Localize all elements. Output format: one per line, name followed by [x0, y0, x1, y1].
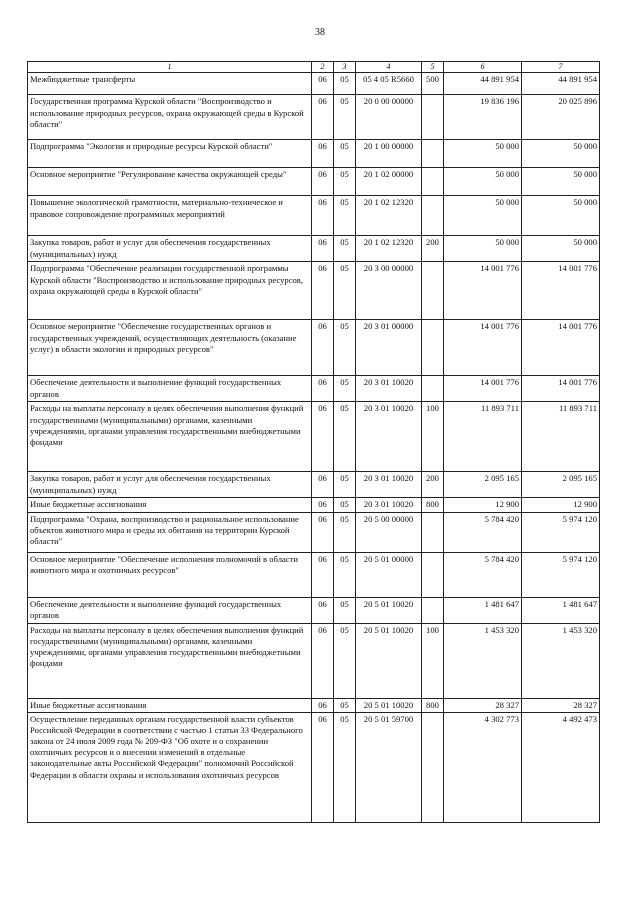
table-row	[28, 472, 600, 498]
row-amount-1: 5 784 420	[444, 512, 522, 552]
row-subsection-code: 05	[334, 402, 356, 472]
row-subsection-code: 05	[334, 498, 356, 512]
row-amount-1: 14 001 776	[444, 262, 522, 320]
row-section-code: 06	[312, 698, 334, 712]
row-amount-1: 11 893 711	[444, 402, 522, 472]
row-expense-type-code	[422, 262, 444, 320]
row-amount-2: 5 974 120	[522, 512, 600, 552]
row-target-code: 20 1 02 12320	[356, 196, 422, 236]
row-target-code: 20 5 01 10020	[356, 623, 422, 698]
row-amount-2: 4 492 473	[522, 712, 600, 822]
column-number: 7	[522, 62, 600, 73]
row-section-code: 06	[312, 376, 334, 402]
budget-table	[27, 61, 600, 823]
row-amount-2: 28 327	[522, 698, 600, 712]
row-amount-2: 14 001 776	[522, 262, 600, 320]
row-section-code: 06	[312, 196, 334, 236]
row-amount-1: 19 836 196	[444, 95, 522, 140]
row-target-code: 20 3 01 00000	[356, 320, 422, 376]
column-number: 2	[312, 62, 334, 73]
row-expense-type-code	[422, 512, 444, 552]
row-amount-2: 1 481 647	[522, 597, 600, 623]
table-row	[28, 498, 600, 512]
row-amount-1: 50 000	[444, 236, 522, 262]
row-expense-type-code	[422, 712, 444, 822]
row-expense-type-code: 800	[422, 698, 444, 712]
row-subsection-code: 05	[334, 95, 356, 140]
page-number: 38	[315, 27, 325, 38]
row-section-code: 06	[312, 168, 334, 196]
row-name: Основное мероприятие "Регулирование качества окружающей среды"	[28, 168, 312, 196]
row-expense-type-code	[422, 320, 444, 376]
row-target-code: 20 3 01 10020	[356, 376, 422, 402]
row-expense-type-code: 500	[422, 73, 444, 95]
row-expense-type-code	[422, 168, 444, 196]
row-name: Закупка товаров, работ и услуг для обеспечения государственных (муниципальных) нужд	[28, 236, 312, 262]
row-expense-type-code	[422, 196, 444, 236]
table-row	[28, 73, 600, 95]
row-name: Государственная программа Курской области "Воспроизводство и использование природных ресурсов, охрана окружающей среды в Курской области"	[28, 95, 312, 140]
row-amount-2: 5 974 120	[522, 552, 600, 597]
row-name: Осуществление переданных органам государственной власти субъектов Российской Федерации в соответствии с частью 1 статьи 33 Федерального закона от 24 июля 2009 года № 209-ФЗ "Об охоте и о сохранении охотничьих ресурсов и о внесении изменений в отдельные законодательные акты Российской Федерации" полномочий Российской Федерации в области охраны и использования охотничьих ресурсов	[28, 712, 312, 822]
row-target-code: 20 1 02 00000	[356, 168, 422, 196]
row-section-code: 06	[312, 512, 334, 552]
row-amount-2: 12 900	[522, 498, 600, 512]
row-name: Расходы на выплаты персоналу в целях обеспечения выполнения функций государственными (муниципальными) органами, казенными учреждениями, органами управления государственными внебюджетными фондами	[28, 623, 312, 698]
row-expense-type-code	[422, 552, 444, 597]
row-subsection-code: 05	[334, 168, 356, 196]
row-target-code: 20 1 00 00000	[356, 140, 422, 168]
row-target-code: 20 3 01 10020	[356, 402, 422, 472]
row-section-code: 06	[312, 73, 334, 95]
table-row	[28, 623, 600, 698]
row-name: Подпрограмма "Обеспечение реализации государственной программы Курской области "Воспроизводство и использование природных ресурсов, охрана окружающей среды в Курской области"	[28, 262, 312, 320]
table-row	[28, 262, 600, 320]
column-number: 4	[356, 62, 422, 73]
row-section-code: 06	[312, 320, 334, 376]
row-amount-1: 50 000	[444, 140, 522, 168]
column-number: 5	[422, 62, 444, 73]
row-amount-1: 4 302 773	[444, 712, 522, 822]
row-name: Расходы на выплаты персоналу в целях обеспечения выполнения функций государственными (муниципальными) органами, казенными учреждениями, органами управления государственными внебюджетными фондами	[28, 402, 312, 472]
row-name: Обеспечение деятельности и выполнение функций государственных органов	[28, 376, 312, 402]
row-section-code: 06	[312, 597, 334, 623]
column-numbers-row	[28, 62, 600, 73]
row-section-code: 06	[312, 402, 334, 472]
row-subsection-code: 05	[334, 140, 356, 168]
row-target-code: 20 5 00 00000	[356, 512, 422, 552]
row-target-code: 20 5 01 59700	[356, 712, 422, 822]
table-row	[28, 552, 600, 597]
row-amount-1: 28 327	[444, 698, 522, 712]
row-expense-type-code: 200	[422, 472, 444, 498]
table-row	[28, 168, 600, 196]
row-subsection-code: 05	[334, 472, 356, 498]
table-row	[28, 402, 600, 472]
row-amount-2: 2 095 165	[522, 472, 600, 498]
row-target-code: 20 5 01 10020	[356, 597, 422, 623]
row-amount-2: 1 453 320	[522, 623, 600, 698]
row-amount-2: 50 000	[522, 196, 600, 236]
row-target-code: 20 1 02 12320	[356, 236, 422, 262]
row-name: Иные бюджетные ассигнования	[28, 498, 312, 512]
row-expense-type-code: 800	[422, 498, 444, 512]
table-row	[28, 140, 600, 168]
row-subsection-code: 05	[334, 552, 356, 597]
row-section-code: 06	[312, 140, 334, 168]
row-subsection-code: 05	[334, 236, 356, 262]
row-name: Обеспечение деятельности и выполнение функций государственных органов	[28, 597, 312, 623]
column-number: 1	[28, 62, 312, 73]
row-name: Подпрограмма "Экология и природные ресурсы Курской области"	[28, 140, 312, 168]
row-section-code: 06	[312, 623, 334, 698]
table-row	[28, 376, 600, 402]
row-amount-2: 50 000	[522, 236, 600, 262]
row-subsection-code: 05	[334, 196, 356, 236]
row-amount-1: 12 900	[444, 498, 522, 512]
table-row	[28, 512, 600, 552]
row-section-code: 06	[312, 236, 334, 262]
row-amount-1: 1 453 320	[444, 623, 522, 698]
row-section-code: 06	[312, 262, 334, 320]
row-amount-2: 14 001 776	[522, 376, 600, 402]
row-subsection-code: 05	[334, 320, 356, 376]
row-section-code: 06	[312, 472, 334, 498]
row-subsection-code: 05	[334, 512, 356, 552]
row-target-code: 20 3 01 10020	[356, 498, 422, 512]
row-name: Межбюджетные трансферты	[28, 73, 312, 95]
row-amount-1: 14 001 776	[444, 376, 522, 402]
row-target-code: 05 4 05 R5660	[356, 73, 422, 95]
row-target-code: 20 3 01 10020	[356, 472, 422, 498]
table-row	[28, 698, 600, 712]
row-amount-1: 2 095 165	[444, 472, 522, 498]
row-expense-type-code	[422, 376, 444, 402]
row-amount-2: 20 025 896	[522, 95, 600, 140]
row-target-code: 20 3 00 00000	[356, 262, 422, 320]
table-row	[28, 712, 600, 822]
row-name: Закупка товаров, работ и услуг для обеспечения государственных (муниципальных) нужд	[28, 472, 312, 498]
row-expense-type-code	[422, 140, 444, 168]
row-amount-2: 14 001 776	[522, 320, 600, 376]
table-row	[28, 95, 600, 140]
row-amount-2: 11 893 711	[522, 402, 600, 472]
row-section-code: 06	[312, 95, 334, 140]
row-amount-2: 44 891 954	[522, 73, 600, 95]
row-amount-1: 50 000	[444, 168, 522, 196]
row-amount-2: 50 000	[522, 140, 600, 168]
table-row	[28, 320, 600, 376]
row-name: Иные бюджетные ассигнования	[28, 698, 312, 712]
row-target-code: 20 5 01 00000	[356, 552, 422, 597]
row-name: Основное мероприятие "Обеспечение исполнения полномочий в области животного мира и охотничьих ресурсов"	[28, 552, 312, 597]
row-amount-1: 1 481 647	[444, 597, 522, 623]
row-subsection-code: 05	[334, 597, 356, 623]
row-subsection-code: 05	[334, 698, 356, 712]
row-expense-type-code	[422, 95, 444, 140]
row-expense-type-code	[422, 597, 444, 623]
row-subsection-code: 05	[334, 262, 356, 320]
column-number: 6	[444, 62, 522, 73]
row-amount-1: 44 891 954	[444, 73, 522, 95]
table-row	[28, 236, 600, 262]
row-name: Основное мероприятие "Обеспечение государственных органов и государственных учреждений, осуществляющих деятельность (оказание услуг) в области экологии и природных ресурсов"	[28, 320, 312, 376]
row-amount-1: 50 000	[444, 196, 522, 236]
row-subsection-code: 05	[334, 712, 356, 822]
row-amount-1: 14 001 776	[444, 320, 522, 376]
row-target-code: 20 0 00 00000	[356, 95, 422, 140]
table-row	[28, 597, 600, 623]
row-subsection-code: 05	[334, 623, 356, 698]
row-subsection-code: 05	[334, 376, 356, 402]
row-section-code: 06	[312, 498, 334, 512]
column-number: 3	[334, 62, 356, 73]
row-name: Подпрограмма "Охрана, воспроизводство и рациональное использование объектов животного мира и среды их обитания на территории Курской области"	[28, 512, 312, 552]
row-section-code: 06	[312, 552, 334, 597]
row-target-code: 20 5 01 10020	[356, 698, 422, 712]
row-section-code: 06	[312, 712, 334, 822]
row-amount-1: 5 784 420	[444, 552, 522, 597]
row-amount-2: 50 000	[522, 168, 600, 196]
row-expense-type-code: 100	[422, 402, 444, 472]
table-row	[28, 196, 600, 236]
row-name: Повышение экологической грамотности, материально-техническое и правовое сопровождение программных мероприятий	[28, 196, 312, 236]
row-expense-type-code: 100	[422, 623, 444, 698]
row-expense-type-code: 200	[422, 236, 444, 262]
row-subsection-code: 05	[334, 73, 356, 95]
